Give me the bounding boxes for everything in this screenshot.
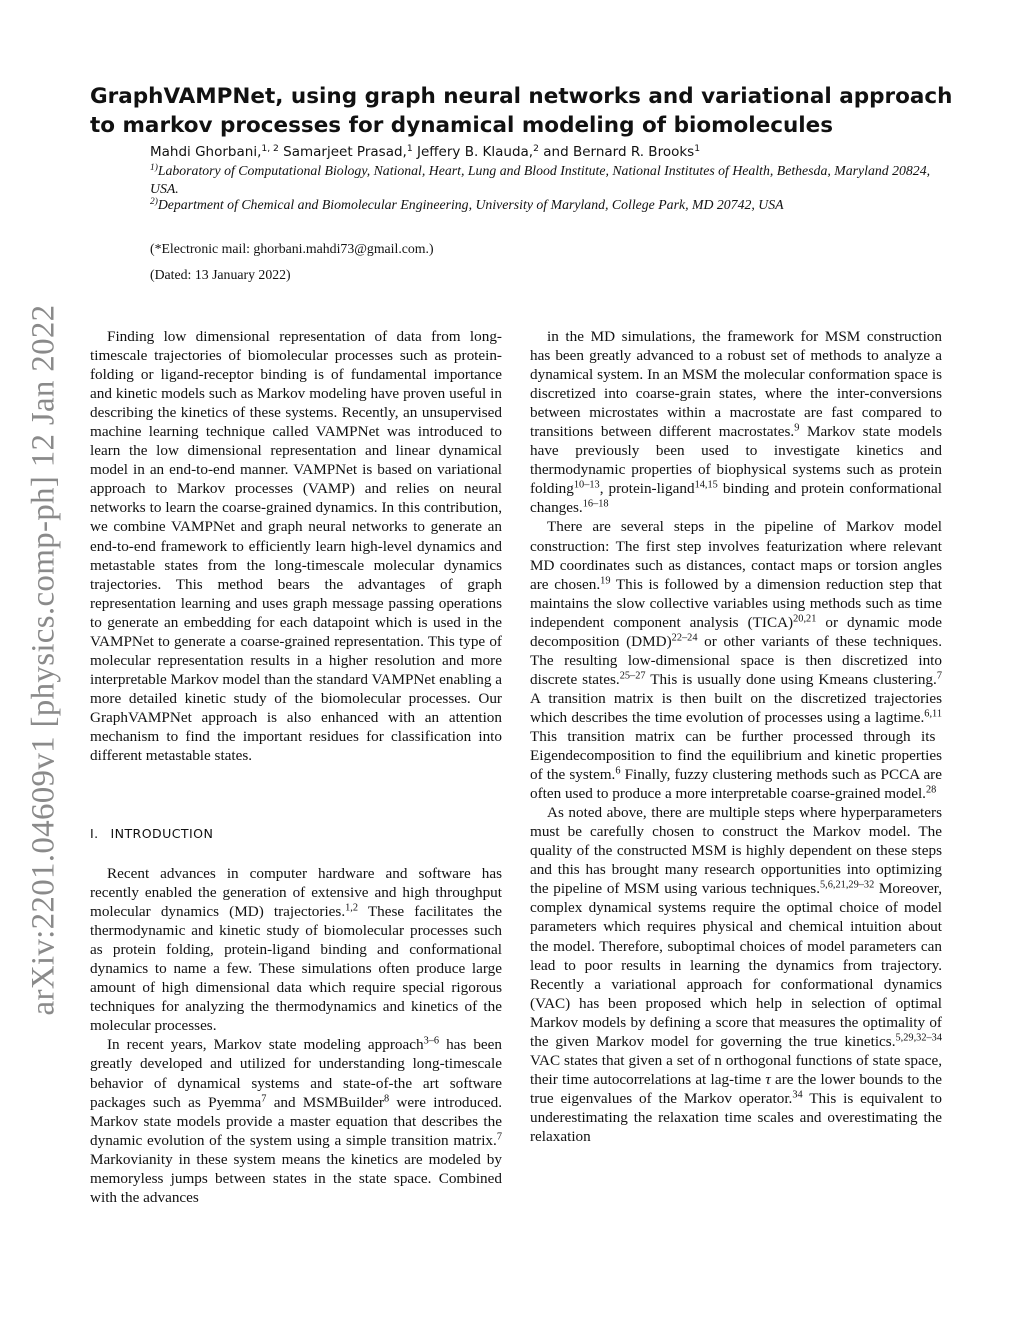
text-run: This is equivalent to underestimating the relaxation time scales and overestimating the relaxation: [530, 1089, 942, 1145]
section-number: I.: [90, 826, 99, 841]
affiliation: [150, 162, 940, 198]
paper-title: GraphVAMPNet, using graph neural networks and variational approach to markov processes for dynamical modeling of biomolecules: [90, 84, 953, 138]
citation-marker: 28: [925, 784, 937, 796]
text-run: This transition matrix can be further processed through its Eigendecomposition to find the equilibrium and kinetic properties of the system.: [530, 727, 942, 784]
text-run: Moreover, complex dynamical systems require the optimal choice of model parameters which requires physical and chemical intuition about the model. Therefore, suboptimal choices of model parameters can lead to poor results in learning the dynamics from trajectory. Recently a variational approach for conformational dynamics (VAC) has been proposed which help in selection of optimal Markov models by defining a score that measures the optimality of the given Markov model for governing the true kinetics.: [530, 880, 942, 1050]
text-run: or other variants of these techniques. The resulting low-dimensional space is then discretized into discrete states.: [530, 632, 942, 688]
text-run: has been greatly developed and utilized for understanding long-timescale behavior of dynamical systems and state-of-the art software packages such as Pyemma: [90, 1036, 502, 1111]
citation-marker: 16–18: [582, 498, 609, 510]
text-run: VAC states that given a set of n orthogonal functions of state space, their time autocorrelations at lag-time: [530, 1051, 942, 1088]
body-paragraph: [90, 1035, 502, 1206]
text-run: , protein-ligand: [599, 480, 695, 498]
text-run: There are several steps in the pipeline of Markov model construction: The first step involves featurization where relevant MD coordinates such as distances, contact maps or torsion angles are chosen.: [530, 518, 942, 593]
arxiv-identifier: arXiv:2201.04609v1 [physics.comp-ph] 12 Jan 2022: [25, 304, 62, 1016]
section-heading: [90, 826, 213, 841]
text-run: Finally, fuzzy clustering methods such as PCCA are often used to produce a more interpretable coarse-grained model.: [530, 766, 942, 803]
citation-marker: 19: [600, 574, 611, 586]
affiliation-mark: 1): [150, 162, 158, 173]
citation-marker: 10–13: [573, 479, 600, 491]
body-paragraph: [90, 864, 502, 1035]
affiliation-mark: 2): [150, 196, 158, 207]
citation-marker: 20,21: [793, 613, 817, 625]
text-run: In recent years, Markov state modeling approach: [107, 1036, 424, 1054]
text-run: Markovianity in these system means the kinetics are modeled by memoryless jumps between states in the state space. Combined with the advances: [90, 1150, 502, 1206]
body-paragraph: [530, 327, 942, 517]
intro-left-column: [90, 864, 502, 1207]
author-name: Mahdi Ghorbani,: [150, 144, 262, 160]
citation-marker: 25–27: [619, 670, 646, 682]
citation-marker: 1,2: [345, 902, 359, 914]
author-name: Samarjeet Prasad,: [283, 144, 407, 160]
affiliation: [150, 196, 940, 214]
text-run: Markov state models have previously been used to investigate kinetics and thermodynamic properties of biophysical systems such as protein folding: [530, 423, 942, 498]
author-affiliation-mark: 1: [694, 142, 701, 154]
author-name: Jeffery B. Klauda,: [416, 144, 534, 160]
affiliation-text: Department of Chemical and Biomolecular Engineering, University of Maryland, College Park, MD 20742, USA: [157, 197, 784, 212]
author-affiliation-mark: 1, 2: [261, 142, 279, 154]
contact-email: (*Electronic mail: ghorbani.mahdi73@gmail.com.): [150, 241, 434, 256]
text-run: are the lower bounds to the true eigenvalues of the Markov operator.: [530, 1070, 942, 1107]
section-title: INTRODUCTION: [110, 826, 214, 841]
intro-right-column: [530, 327, 942, 1146]
text-run: or dynamic mode decomposition (DMD): [530, 613, 942, 650]
citation-marker: 7: [936, 670, 942, 682]
author-list: [150, 143, 950, 161]
affiliation-text: Laboratory of Computational Biology, National, Heart, Lung and Blood Institute, National Institutes of Health, Bethesda, Maryland 20824, USA.: [150, 163, 931, 196]
author-name: and Bernard R. Brooks: [543, 144, 695, 160]
citation-marker: 6: [615, 765, 621, 777]
citation-marker: 6,11: [924, 708, 942, 720]
citation-marker: 7: [261, 1092, 267, 1104]
citation-marker: 3–6: [423, 1035, 440, 1047]
citation-marker: 14,15: [694, 479, 718, 491]
body-paragraph: [530, 517, 942, 803]
date-line: (Dated: 13 January 2022): [150, 267, 291, 282]
abstract: [90, 327, 502, 765]
text-run: were introduced. Markov state models provide a master equation that describes the dynamic evolution of the system using a simple transition matrix.: [90, 1093, 502, 1149]
citation-marker: 5,29,32–34: [895, 1032, 942, 1044]
author-affiliation-mark: 2: [533, 142, 539, 154]
text-run: This is followed by a dimension reduction step that maintains the slow collective variables using methods such as time independent component analysis (TICA): [530, 575, 942, 631]
citation-marker: 34: [792, 1089, 803, 1101]
text-run: This is usually done using Kmeans clustering.: [645, 670, 937, 688]
text-run: in the MD simulations, the framework for MSM construction has been greatly advanced to a robust set of methods to analyze a dynamical system. In an MSM the molecular conformation space is discretized into coarse-grain states, where the inter-conversions between microstates within a macrostate are fast compared to transitions between different macrostates.: [530, 328, 942, 441]
text-run: These facilitates the thermodynamic and kinetic study of biomolecular processes such as protein folding, protein-ligand binding and conformational dynamics to name a few. These simulations often produce large amount of high dimensional data which require special rigorous techniques for analyzing the thermodynamics and kinetics of the molecular processes.: [90, 903, 502, 1035]
citation-marker: 7: [496, 1130, 502, 1142]
citation-marker: 9: [794, 422, 800, 434]
text-run: Recent advances in computer hardware and software has recently enabled the generation of extensive and high throughput molecular dynamics (MD) trajectories.: [90, 865, 502, 921]
text-run: binding and protein conformational changes.: [530, 480, 942, 517]
author-affiliation-mark: 1: [406, 142, 413, 154]
body-paragraph: [530, 803, 942, 1146]
citation-marker: 5,6,21,29–32: [820, 879, 875, 891]
text-run: As noted above, there are multiple steps where hyperparameters must be carefully chosen to construct the Markov model. The quality of the constructed MSM is highly dependent on these steps and this has brought many research opportunities into optimizing the pipeline of MSM using various techniques.: [530, 804, 942, 898]
text-run: A transition matrix is then built on the discretized trajectories which describes the time evolution of processes using a lagtime.: [530, 689, 942, 726]
citation-marker: 8: [383, 1092, 390, 1104]
text-run: Finding low dimensional representation of data from long-timescale trajectories of biomolecular processes such as protein-folding or ligand-receptor binding is of fundamental importance and kinetic models such as Markov modeling have proven useful in describing the kinetics of these systems. Recently, an unsupervised machine learning technique called VAMPNet was introduced to learn the low dimensional representation and linear dynamical model in an end-to-end manner. VAMPNet is based on variational approach to Markov processes (VAMP) and relies on neural networks to learn the coarse-grained dynamics. In this contribution, we combine VAMPNet and graph neural networks to generate an end-to-end framework to efficiently learn high-level dynamics and metastable states from the long-timescale molecular dynamics trajectories. This method bears the advantages of graph representation learning and uses graph message passing operations to generate an embedding for each datapoint which is used in the VAMPNet to generate a coarse-grained representation. This type of molecular representation results in a higher resolution and more interpretable Markov model than the standard VAMPNet enabling a more detailed kinetic study of the biomolecular processes. Our GraphVAMPNet approach is also enhanced with an attention mechanism to find the important residues for classification into different metastable states.: [90, 328, 502, 765]
math-symbol: τ: [765, 1070, 771, 1088]
abstract-paragraph: [90, 327, 502, 765]
text-run: and MSMBuilder: [266, 1093, 384, 1111]
citation-marker: 22–24: [671, 632, 698, 644]
